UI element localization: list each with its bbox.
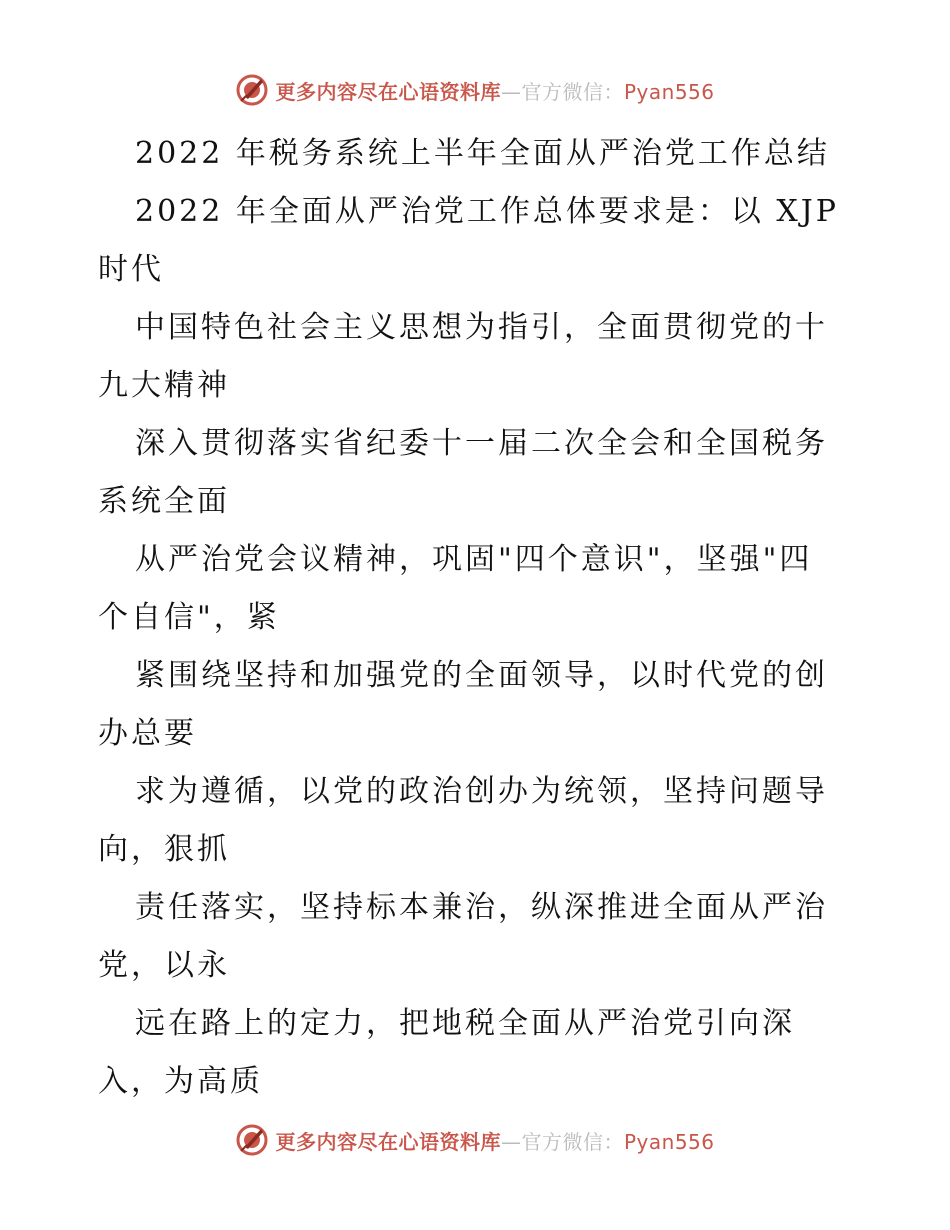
- paragraph-line: 责任落实，坚持标本兼治，纵深推进全面从严治: [135, 890, 828, 925]
- paragraph-line: 2022 年全面从严治党工作总体要求是：以 XJP: [135, 194, 839, 229]
- banner-wechat-id: Pyan556: [623, 1129, 715, 1154]
- banner-text: [275, 76, 714, 105]
- header-banner: [0, 70, 950, 110]
- banner-brand: 更多内容尽在心语资料库: [275, 79, 501, 104]
- paragraph-line: 从严治党会议精神，巩固"四个意识"，坚强"四: [135, 542, 813, 577]
- paragraph-line: 入，为高质: [98, 1064, 263, 1099]
- document-title: 2022 年税务系统上半年全面从严治党工作总结: [135, 136, 830, 171]
- paragraph-line: 九大精神: [98, 368, 230, 403]
- quill-seal-logo-icon: [235, 73, 269, 107]
- paragraph-line: 向，狠抓: [98, 832, 230, 867]
- paragraph-line: 办总要: [98, 716, 197, 751]
- paragraph-line: 紧围绕坚持和加强党的全面领导，以时代党的创: [135, 658, 828, 693]
- document-body: [98, 125, 858, 1111]
- paragraph-line: 个自信"，紧: [98, 600, 280, 635]
- paragraph-line: 求为遵循，以党的政治创办为统领，坚持问题导: [135, 774, 828, 809]
- paragraph-line: 党，以永: [98, 948, 230, 983]
- paragraph-line: 中国特色社会主义思想为指引，全面贯彻党的十: [135, 310, 828, 345]
- footer-banner: [0, 1120, 950, 1160]
- paragraph-line: 系统全面: [98, 484, 230, 519]
- paragraph-line: 深入贯彻落实省纪委十一届二次全会和全国税务: [135, 426, 828, 461]
- banner-separator: —: [500, 1129, 522, 1154]
- paragraph-line: 远在路上的定力，把地税全面从严治党引向深: [135, 1006, 795, 1041]
- banner-wechat-id: Pyan556: [623, 79, 715, 104]
- banner-text: [275, 1126, 714, 1155]
- banner-wechat-label: 官方微信：: [521, 1129, 624, 1154]
- paragraph-line: 时代: [98, 252, 164, 287]
- quill-seal-logo-icon: [235, 1123, 269, 1157]
- banner-wechat-label: 官方微信：: [521, 79, 624, 104]
- banner-separator: —: [500, 79, 522, 104]
- banner-brand: 更多内容尽在心语资料库: [275, 1129, 501, 1154]
